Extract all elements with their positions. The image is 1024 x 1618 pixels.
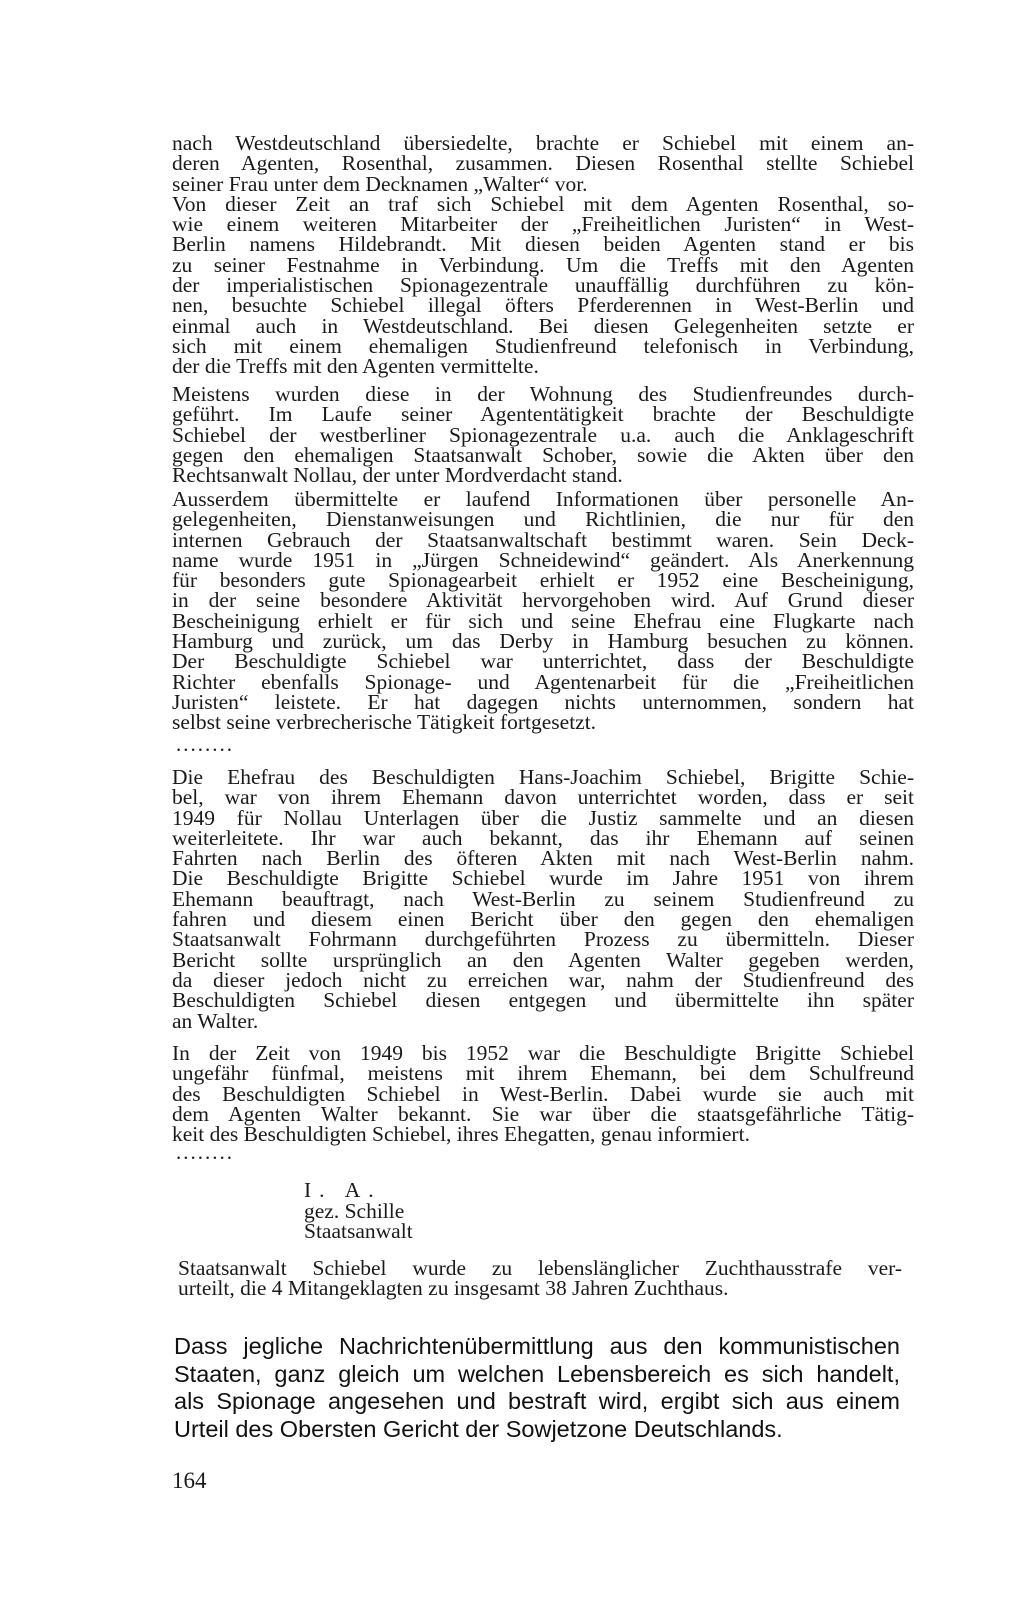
text-line: Schiebel der westberliner Spionagezentrale u.a. auch die Anklageschrift bbox=[172, 422, 914, 447]
text-line: dem Agenten Walter bekannt. Sie war über die staatsgefährliche Tätig- bbox=[172, 1101, 914, 1126]
text-line: Meistens wurden diese in der Wohnung des Studienfreundes durch- bbox=[172, 382, 914, 406]
paragraph-5 bbox=[172, 1041, 914, 1147]
paragraph-2 bbox=[172, 382, 914, 488]
ellipsis: ........ bbox=[176, 732, 234, 756]
text-line: wie einem weiteren Mitarbeiter der „Freiheitlichen Juristen“ in West- bbox=[172, 212, 914, 237]
text-line: Von dieser Zeit an traf sich Schiebel mit dem Agenten Rosenthal, so- bbox=[172, 191, 914, 216]
text-line: an Walter. bbox=[172, 1008, 259, 1033]
text-line: sich mit einem ehemaligen Studienfreund telefonisch in Verbindung, bbox=[172, 333, 914, 358]
text-line: selbst seine verbrecherische Tätigkeit fortgesetzt. bbox=[172, 710, 597, 735]
text-line: als Spionage angesehen und bestraft wird, ergibt sich aus einem bbox=[174, 1388, 900, 1414]
text-line: der die Treffs mit den Agenten vermittelte. bbox=[172, 354, 539, 379]
text-line: gelegenheiten, Dienstanweisungen und Richtlinien, die nur für den bbox=[172, 507, 914, 532]
text-line: geführt. Im Laufe seiner Agententätigkeit brachte der Beschuldigte bbox=[172, 402, 914, 427]
text-line: Berlin namens Hildebrandt. Mit diesen beiden Agenten stand er bis bbox=[172, 232, 914, 257]
text-line: der imperialistischen Spionagezentrale unauffällig durchführen zu kön- bbox=[172, 273, 914, 298]
paragraph-1 bbox=[172, 133, 914, 377]
signature-line: Staatsanwalt bbox=[304, 1219, 413, 1243]
ellipsis: ........ bbox=[176, 1140, 234, 1164]
text-line: Dass jegliche Nachrichtenübermittlung aus den kommunistischen bbox=[174, 1333, 900, 1359]
text-line: für besonders gute Spionagearbeit erhielt er 1952 eine Bescheinigung, bbox=[172, 568, 914, 593]
text-line: weiterleitete. Ihr war auch bekannt, das ihr Ehemann auf seinen bbox=[172, 825, 914, 850]
text-line: Die Ehefrau des Beschuldigten Hans-Joachim Schiebel, Brigitte Schie- bbox=[172, 765, 914, 789]
text-line: nach Westdeutschland übersiedelte, brachte er Schiebel mit einem an- bbox=[172, 131, 914, 155]
text-line: Der Beschuldigte Schiebel war unterrichtet, dass der Beschuldigte bbox=[172, 649, 914, 674]
text-line: Fahrten nach Berlin des öfteren Akten mit nach West-Berlin nahm. bbox=[172, 846, 914, 871]
text-line: Ehemann beauftragt, nach West-Berlin zu seinem Studienfreund zu bbox=[172, 886, 914, 911]
text-line: Hamburg und zurück, um das Derby in Hamburg besuchen zu können. bbox=[172, 629, 914, 654]
text-line: Staatsanwalt Schiebel wurde zu lebenslänglicher Zuchthausstrafe ver- bbox=[178, 1256, 902, 1280]
text-line: ungefähr fünfmal, meistens mit ihrem Ehemann, bei dem Schulfreund bbox=[172, 1061, 914, 1086]
page-number: 164 bbox=[172, 1468, 207, 1493]
text-line: nen, besuchte Schiebel illegal öfters Pferderennen in West-Berlin und bbox=[172, 293, 914, 318]
text-line: Bescheinigung erhielt er für sich und seine Ehefrau eine Flugkarte nach bbox=[172, 608, 914, 633]
text-line: In der Zeit von 1949 bis 1952 war die Beschuldigte Brigitte Schiebel bbox=[172, 1041, 914, 1065]
text-line: fahren und diesem einen Bericht über den gegen den ehemaligen bbox=[172, 907, 914, 932]
text-line: des Beschuldigten Schiebel in West-Berlin. Dabei wurde sie auch mit bbox=[172, 1081, 914, 1106]
text-line: Urteil des Obersten Gericht der Sowjetzone Deutschlands. bbox=[174, 1415, 783, 1442]
text-line: urteilt, die 4 Mitangeklagten zu insgesamt 38 Jahren Zuchthaus. bbox=[178, 1276, 729, 1301]
signature-line: gez. Schille bbox=[304, 1198, 405, 1223]
text-line: deren Agenten, Rosenthal, zusammen. Diesen Rosenthal stellte Schiebel bbox=[172, 151, 914, 176]
paragraph-4 bbox=[172, 767, 914, 1031]
commentary-paragraph bbox=[174, 1333, 900, 1443]
text-line: zu seiner Festnahme in Verbindung. Um die Treffs mit den Agenten bbox=[172, 252, 914, 277]
verdict-paragraph bbox=[178, 1258, 902, 1299]
text-line: seiner Frau unter dem Decknamen „Walter“ vor. bbox=[172, 171, 588, 196]
text-line: name wurde 1951 in „Jürgen Schneidewind“ geändert. Als Anerkennung bbox=[172, 547, 914, 572]
signature-block bbox=[304, 1180, 413, 1242]
text-line: da dieser jedoch nicht zu erreichen war, nahm der Studienfreund des bbox=[172, 967, 914, 992]
text-line: Staatsanwalt Fohrmann durchgeführten Prozess zu übermitteln. Dieser bbox=[172, 927, 914, 952]
text-line: Richter ebenfalls Spionage- und Agentenarbeit für die „Freiheitlichen bbox=[172, 669, 914, 694]
text-line: keit des Beschuldigten Schiebel, ihres Ehegatten, genau informiert. bbox=[172, 1122, 750, 1147]
text-line: Die Beschuldigte Brigitte Schiebel wurde im Jahre 1951 von ihrem bbox=[172, 866, 914, 891]
text-line: Beschuldigten Schiebel diesen entgegen und übermittelte ihn später bbox=[172, 988, 914, 1013]
paragraph-3 bbox=[172, 489, 914, 733]
text-line: in der seine besondere Aktivität hervorgehoben wird. Auf Grund dieser bbox=[172, 588, 914, 613]
text-line: bel, war von ihrem Ehemann davon unterrichtet worden, dass er seit bbox=[172, 785, 914, 810]
signature-line: I. A. bbox=[304, 1178, 382, 1202]
text-line: Ausserdem übermittelte er laufend Informationen über personelle An- bbox=[172, 487, 914, 511]
text-line: Juristen“ leistete. Er hat dagegen nichts unternommen, sondern hat bbox=[172, 689, 914, 714]
text-line: einmal auch in Westdeutschland. Bei diesen Gelegenheiten setzte er bbox=[172, 313, 914, 338]
text-line: internen Gebrauch der Staatsanwaltschaft bestimmt waren. Sein Deck- bbox=[172, 527, 914, 552]
text-line: Bericht sollte ursprünglich an den Agenten Walter gegeben werden, bbox=[172, 947, 914, 972]
text-line: Staaten, ganz gleich um welchen Lebensbereich es sich handelt, bbox=[174, 1360, 900, 1387]
text-line: 1949 für Nollau Unterlagen über die Justiz sammelte und an diesen bbox=[172, 805, 914, 830]
text-line: Rechtsanwalt Nollau, der unter Mordverdacht stand. bbox=[172, 463, 623, 488]
text-line: gegen den ehemaligen Staatsanwalt Schober, sowie die Akten über den bbox=[172, 442, 914, 467]
